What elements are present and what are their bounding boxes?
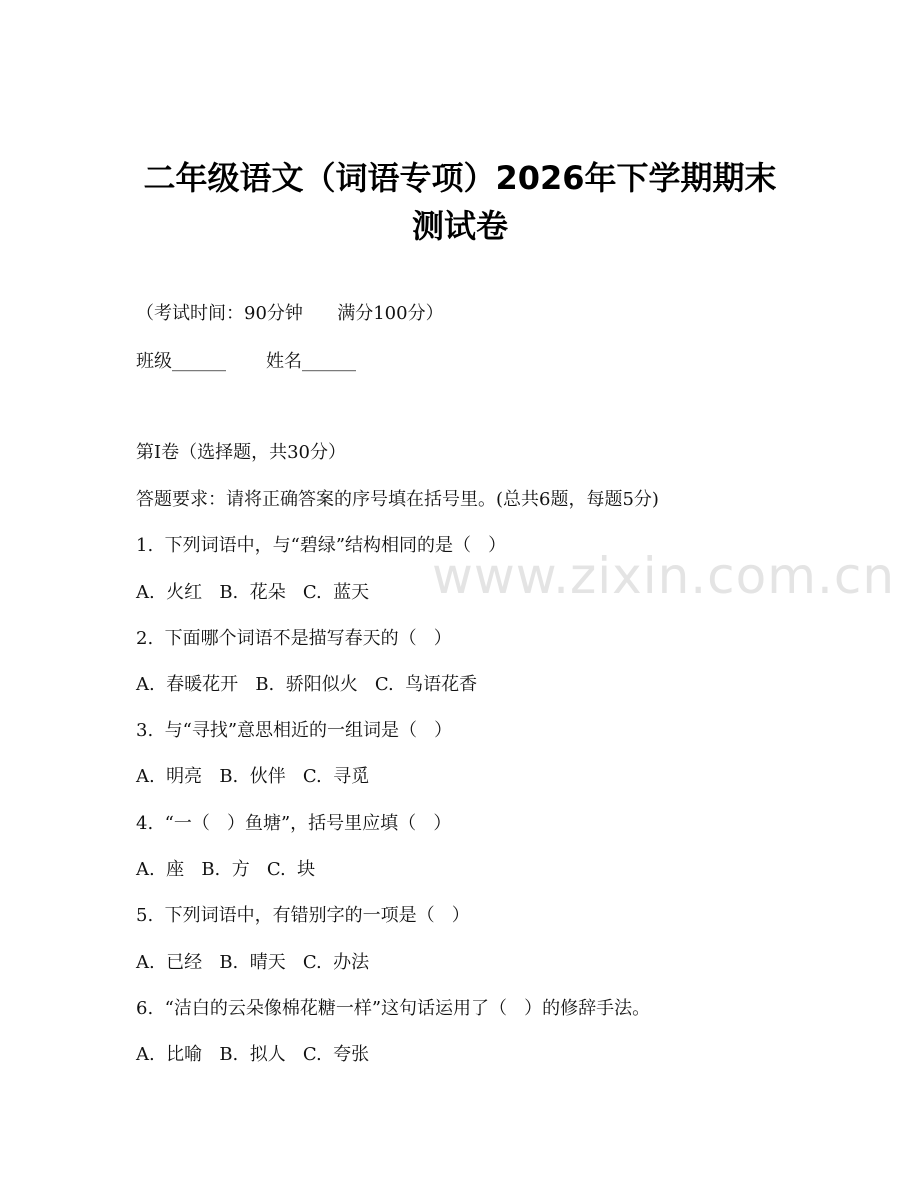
question-options: A. 座 B. 方 C. 块 [136, 859, 316, 880]
question-options: A. 春暖花开 B. 骄阳似火 C. 鸟语花香 [136, 674, 478, 695]
instructions: 答题要求：请将正确答案的序号填在括号里。(总共6题，每题5分) [136, 489, 659, 510]
question-stem: 4. “一（ ）鱼塘”，括号里应填（ ） [136, 813, 452, 834]
page-title-line-2: 测试卷 [411, 207, 508, 245]
section-heading: 第I卷（选择题，共30分） [136, 442, 347, 463]
question-options: A. 已经 B. 晴天 C. 办法 [136, 952, 370, 973]
page-title-line-1: 二年级语文（词语专项）2026年下学期期末 [143, 159, 777, 197]
watermark: www.zixin.com.cn [432, 547, 896, 605]
question-stem: 2. 下面哪个词语不是描写春天的（ ） [136, 628, 452, 649]
question-options: A. 明亮 B. 伙伴 C. 寻觅 [136, 766, 370, 787]
student-info: 班级______ 姓名______ [136, 351, 357, 372]
question-stem: 5. 下列词语中，有错别字的一项是（ ） [136, 905, 470, 926]
question-options: A. 比喻 B. 拟人 C. 夸张 [136, 1044, 370, 1065]
question-stem: 6. “洁白的云朵像棉花糖一样”这句话运用了（ ）的修辞手法。 [136, 998, 651, 1019]
question-options: A. 火红 B. 花朵 C. 蓝天 [136, 582, 370, 603]
question-stem: 1. 下列词语中，与“碧绿”结构相同的是（ ） [136, 535, 507, 556]
question-stem: 3. 与“寻找”意思相近的一组词是（ ） [136, 720, 453, 741]
exam-info: （考试时间：90分钟 满分100分） [136, 303, 444, 324]
